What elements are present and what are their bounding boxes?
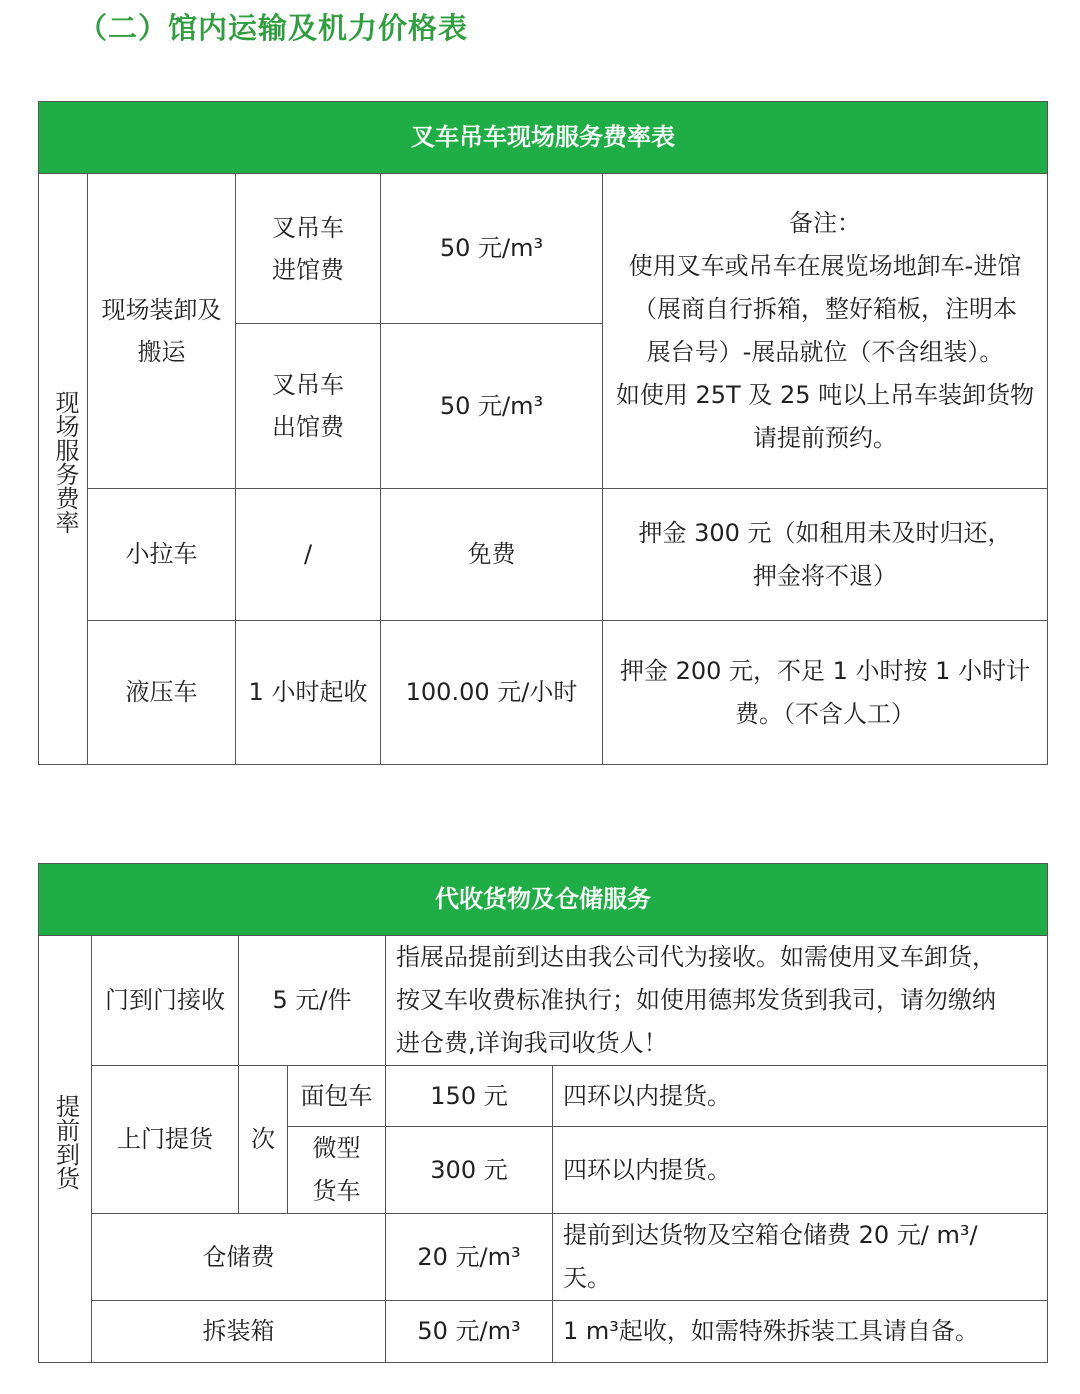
row-cart-note: [603, 489, 1048, 621]
table2-category-text: 提前到货: [51, 1094, 80, 1190]
forklift-crane-fee-table: [38, 101, 1048, 765]
note-line: 按叉车收费标准执行；如使用德邦发货到我司，请勿缴纳: [396, 986, 996, 1014]
row-van-vehicle: 面包车: [288, 1066, 386, 1127]
table2-category: [39, 936, 92, 1363]
group-loading-label: [88, 174, 236, 489]
note-line: 指展品提前到达由我公司代为接收。如需使用叉车卸货，: [396, 943, 996, 971]
table1-title: 叉车吊车现场服务费率表: [39, 102, 1048, 174]
table1-category: [39, 174, 88, 765]
row-storage-price: 20 元/m³: [386, 1214, 553, 1301]
row-unpacking-price: 50 元/m³: [386, 1301, 553, 1363]
row-exit-price: 50 元/m³: [381, 324, 603, 489]
table2-title: 代收货物及仓储服务: [39, 864, 1048, 936]
row-hydraulic-unit: 1 小时起收: [236, 621, 381, 765]
row-door-to-door-name: 门到门接收: [92, 936, 239, 1066]
note-line: 押金 300 元（如租用未及时归还，: [638, 518, 1012, 547]
vehicle-line: 微型: [312, 1134, 361, 1162]
remark-line: 请提前预约。: [753, 424, 898, 452]
row-hydraulic-note: [603, 621, 1048, 765]
row-entry-item-text: 叉吊车进馆费: [272, 213, 344, 284]
row-storage-note: [553, 1214, 1048, 1301]
row-entry-price: 50 元/m³: [381, 174, 603, 324]
row-unpacking-note: 1 m³起收，如需特殊拆装工具请自备。: [553, 1301, 1048, 1363]
row-door-to-door-price: 5 元/件: [239, 936, 386, 1066]
row-van-price: 150 元: [386, 1066, 553, 1127]
row-pickup-unit: 次: [239, 1066, 288, 1214]
vehicle-line: 货车: [312, 1177, 361, 1205]
row-cart-price: 免费: [381, 489, 603, 621]
section-heading: （二）馆内运输及机力价格表: [78, 11, 469, 45]
remark-line: （展商自行拆箱，整好箱板，注明本: [633, 295, 1018, 323]
row-hydraulic-name: 液压车: [88, 621, 236, 765]
row-door-to-door-note: [386, 936, 1048, 1066]
row-hydraulic-price: 100.00 元/小时: [381, 621, 603, 765]
row-cart-unit: /: [236, 489, 381, 621]
row-cart-name: 小拉车: [88, 489, 236, 621]
note-line: 押金将不退）: [753, 561, 898, 590]
collection-storage-table: [38, 863, 1048, 1363]
row-van-note: 四环以内提货。: [553, 1066, 1048, 1127]
row-exit-item: [236, 324, 381, 489]
note-line: 押金 200 元，不足 1 小时按 1 小时计: [619, 656, 1031, 685]
row-entry-item: [236, 174, 381, 324]
note-line: 费。（不含人工）: [735, 699, 916, 728]
note-line: 天。: [563, 1264, 611, 1292]
row-unpacking-name: 拆装箱: [92, 1301, 386, 1363]
row-pickup-name: 上门提货: [92, 1066, 239, 1214]
remark-line: 如使用 25T 及 25 吨以上吊车装卸货物: [615, 381, 1035, 409]
remark-title: 备注：: [789, 209, 862, 237]
row-minitruck-note: 四环以内提货。: [553, 1127, 1048, 1214]
remark-line: 使用叉车或吊车在展览场地卸车-进馆: [628, 252, 1022, 280]
remark-line: 展台号）-展品就位（不含组装）。: [646, 338, 1004, 366]
row-exit-item-text: 叉吊车出馆费: [272, 371, 344, 441]
note-line: 进仓费,详询我司收货人！: [396, 1029, 668, 1057]
table1-category-text: 现场服务费率: [51, 390, 79, 534]
row-minitruck-price: 300 元: [386, 1127, 553, 1214]
group-loading-label-text: 现场装卸及搬运: [101, 296, 222, 366]
remark-cell: [603, 174, 1048, 489]
row-minitruck-vehicle: [288, 1127, 386, 1214]
note-line: 提前到达货物及空箱仓储费 20 元/ m³/: [563, 1221, 978, 1249]
row-storage-name: 仓储费: [92, 1214, 386, 1301]
